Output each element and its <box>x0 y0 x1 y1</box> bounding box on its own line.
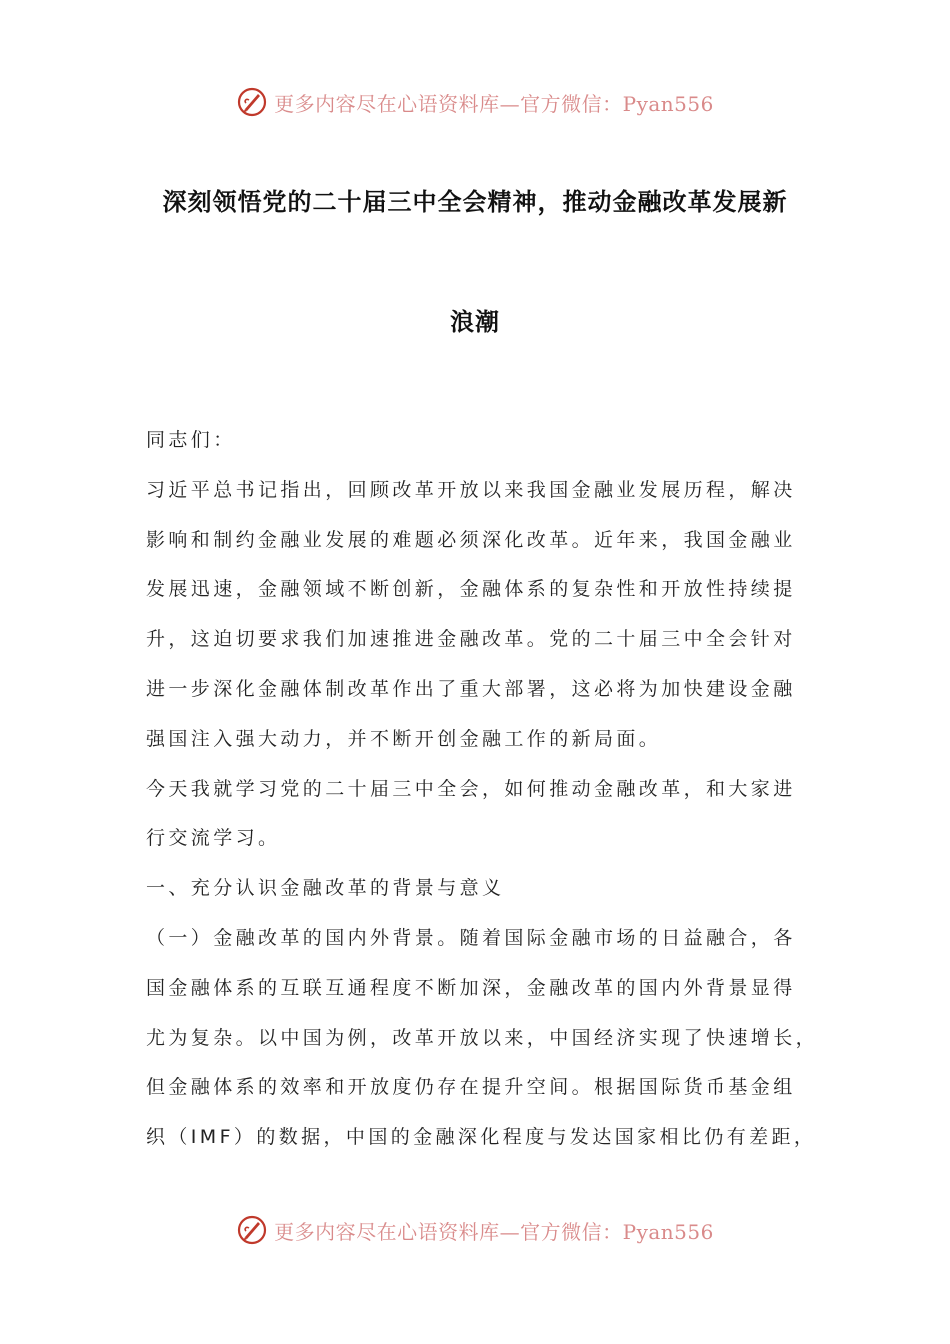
section-heading: 一、充分认识金融改革的背景与意义 <box>146 877 505 900</box>
body-line: 强国注入强大动力，并不断开创金融工作的新局面。 <box>146 727 662 750</box>
body-line: 发展迅速，金融领域不断创新，金融体系的复杂性和开放性持续提 <box>146 578 796 601</box>
document-title-line-1: 深刻领悟党的二十届三中全会精神，推动金融改革发展新 <box>162 188 788 216</box>
document-title-line-2: 浪潮 <box>450 308 500 336</box>
body-line: 升，这迫切要求我们加速推进金融改革。党的二十届三中全会针对 <box>146 628 796 651</box>
document-body <box>146 416 826 1163</box>
body-line: 织（IMF）的数据，中国的金融深化程度与发达国家相比仍有差距， <box>146 1126 817 1149</box>
watermark-header <box>0 84 950 120</box>
body-line: （一）金融改革的国内外背景。随着国际金融市场的日益融合，各 <box>146 926 796 949</box>
body-line: 但金融体系的效率和开放度仍存在提升空间。根据国际货币基金组 <box>146 1076 796 1099</box>
watermark-text: 更多内容尽在心语资料库—官方微信：Pyan556 <box>274 91 714 116</box>
quill-logo-icon <box>236 1214 268 1246</box>
body-line: 尤为复杂。以中国为例，改革开放以来，中国经济实现了快速增长， <box>146 1026 819 1049</box>
quill-logo-icon <box>236 86 268 118</box>
body-line: 习近平总书记指出，回顾改革开放以来我国金融业发展历程，解决 <box>146 478 796 501</box>
watermark-text: 更多内容尽在心语资料库—官方微信：Pyan556 <box>274 1219 714 1244</box>
body-line: 进一步深化金融体制改革作出了重大部署，这必将为加快建设金融 <box>146 677 796 700</box>
body-line: 今天我就学习党的二十届三中全会，如何推动金融改革，和大家进 <box>146 777 796 800</box>
body-line: 行交流学习。 <box>146 827 281 850</box>
watermark-footer <box>0 1212 950 1248</box>
body-line: 影响和制约金融业发展的难题必须深化改革。近年来，我国金融业 <box>146 528 796 551</box>
body-line: 国金融体系的互联互通程度不断加深，金融改革的国内外背景显得 <box>146 976 796 999</box>
body-line: 同志们： <box>146 429 236 451</box>
